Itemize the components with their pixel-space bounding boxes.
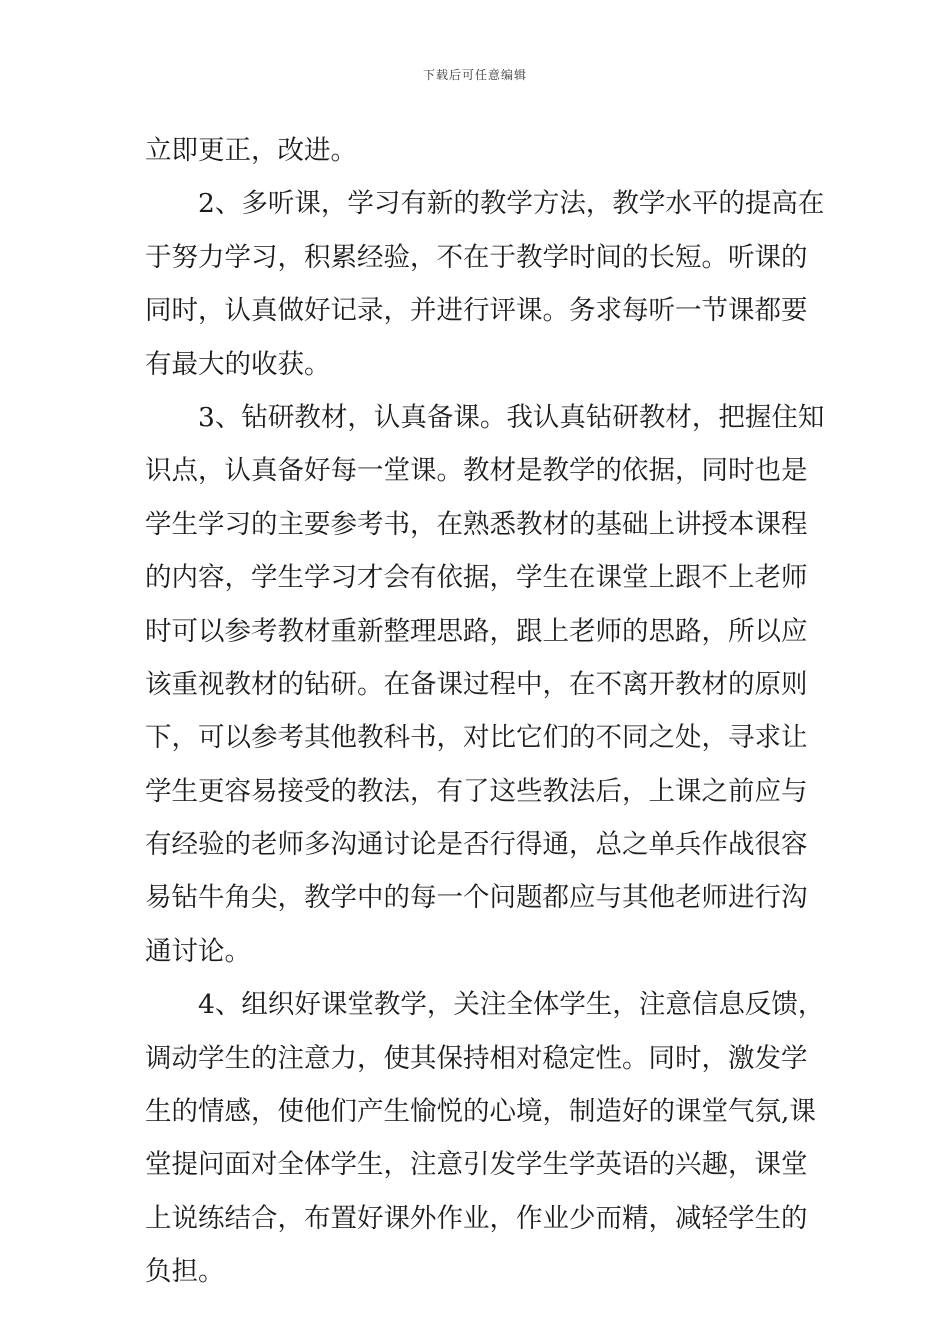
- text-line: 2、多听课，学习有新的教学方法，教学水平的提高在: [145, 188, 825, 220]
- text-line: 识点，认真备好每一堂课。教材是教学的依据，同时也是: [145, 455, 808, 487]
- text-line: 负担。: [145, 1256, 225, 1288]
- text-line: 立即更正，改进。: [145, 135, 357, 166]
- text-line: 易钻牛角尖，教学中的每一个问题都应与其他老师进行沟: [145, 882, 808, 914]
- text-line: 下，可以参考其他教科书，对比它们的不同之处，寻求让: [145, 722, 808, 754]
- text-line: 时可以参考教材重新整理思路，跟上老师的思路，所以应: [145, 615, 808, 647]
- text-line: 调动学生的注意力，使其保持相对稳定性。同时，激发学: [145, 1042, 808, 1074]
- text-line: 生的情感，使他们产生愉悦的心境，制造好的课堂气氛,课: [145, 1096, 816, 1128]
- text-line: 4、组织好课堂教学，关注全体学生，注意信息反馈，: [145, 989, 825, 1021]
- text-line: 上说练结合，布置好课外作业，作业少而精，减轻学生的: [145, 1202, 808, 1234]
- text-line: 有最大的收获。: [145, 348, 331, 380]
- text-line: 于努力学习，积累经验，不在于教学时间的长短。听课的: [145, 241, 808, 273]
- page-header: 下载后可任意编辑: [422, 68, 527, 82]
- text-line: 的内容，学生学习才会有依据，学生在课堂上跟不上老师: [145, 562, 808, 594]
- text-line: 通讨论。: [145, 935, 251, 967]
- text-line: 3、钻研教材，认真备课。我认真钻研教材，把握住知: [145, 401, 825, 433]
- document-body: [145, 124, 825, 1299]
- text-line: 学生学习的主要参考书，在熟悉教材的基础上讲授本课程: [145, 508, 808, 540]
- text-line: 有经验的老师多沟通讨论是否行得通，总之单兵作战很容: [145, 829, 808, 861]
- text-line: 该重视教材的钻研。在备课过程中，在不离开教材的原则: [145, 668, 808, 700]
- text-line: 堂提问面对全体学生，注意引发学生学英语的兴趣，课堂: [145, 1149, 808, 1181]
- text-line: 学生更容易接受的教法，有了这些教法后，上课之前应与: [145, 775, 808, 807]
- text-line: 同时，认真做好记录，并进行评课。务求每听一节课都要: [145, 295, 808, 327]
